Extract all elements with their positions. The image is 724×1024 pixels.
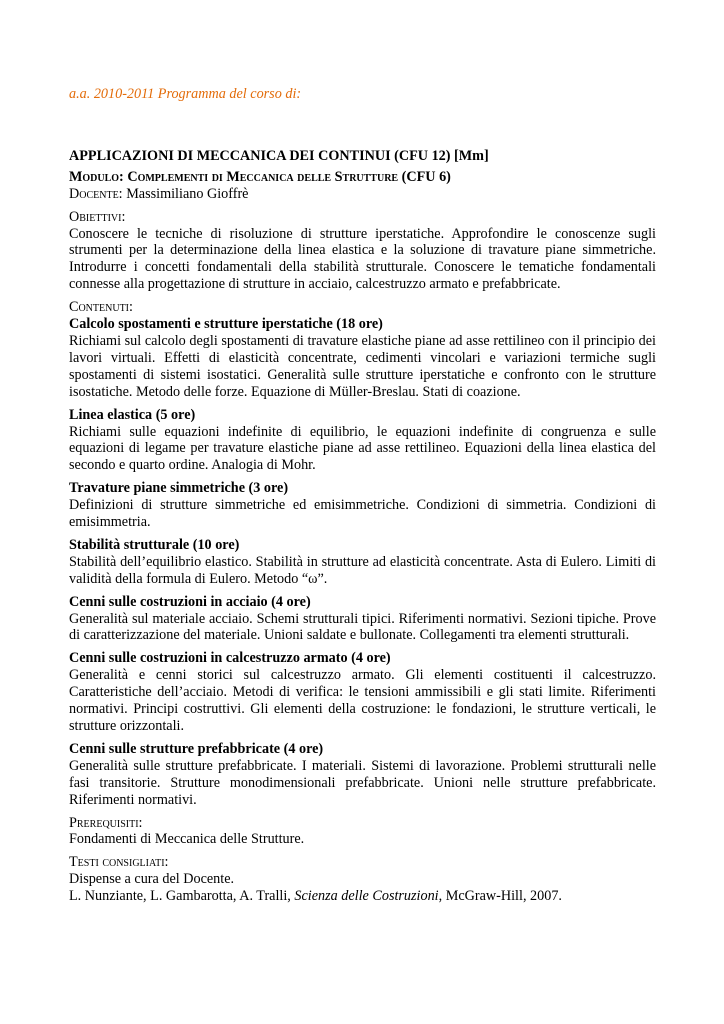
course-title: APPLICAZIONI DI MECCANICA DEI CONTINUI (CFU 12) [Mm] — [69, 147, 489, 164]
topic-title: Cenni sulle costruzioni in calcestruzzo armato (4 ore) — [69, 650, 391, 667]
obiettivi-text: Conoscere le tecniche di risoluzione di strutture iperstatiche. Approfondire le conoscenze sugli strumenti per la determinazione della linea elastica e la soluzione di travature piane simmetriche. Introdurre i concetti fondamentali della stabilità strutturale. Conoscere le tematiche fondamentali connesse alla progettazione di strutture in acciaio, calcestruzzo armato e prefabbricate. — [69, 225, 656, 293]
modulo-label: Modulo: — [69, 168, 124, 185]
testi-label: Testi consigliati: — [69, 854, 169, 871]
topic-title: Calcolo spostamenti e strutture iperstatiche (18 ore) — [69, 316, 383, 333]
topic-text: Generalità e cenni storici sul calcestruzzo armato. Gli elementi costituenti il calcestruzzo. Caratteristiche dell’acciaio. Metodi di verifica: le tensioni ammissibili e gli stati limite. Riferimenti normativi. Principi costruttivi. Gli elementi della costruzione: le fondazioni, le strutture verticali, le strutture orizzontali. — [69, 667, 656, 734]
book-publisher: , McGraw-Hill, 2007. — [438, 888, 562, 905]
topic-text: Generalità sul materiale acciaio. Schemi strutturali tipici. Riferimenti normativi. Sezioni tipiche. Prove di caratterizzazione del materiale. Unioni saldate e bullonate. Collegamenti tra elementi strutturali. — [69, 610, 656, 644]
topic-strutture-prefabbricate — [69, 741, 656, 809]
topic-calcolo-spostamenti — [69, 316, 656, 401]
modulo-line — [69, 169, 656, 186]
prerequisiti-section — [69, 815, 656, 849]
topic-text: Stabilità dell’equilibrio elastico. Stabilità in strutture ad elasticità concentrate. Asta di Eulero. Limiti di validità della formula di Eulero. Metodo “ω”. — [69, 553, 656, 587]
docente-name: Massimiliano Gioffrè — [126, 185, 249, 202]
docente-line — [69, 186, 656, 203]
prerequisiti-text: Fondamenti di Meccanica delle Strutture. — [69, 831, 305, 848]
modulo-cfu: (CFU 6) — [401, 168, 451, 185]
topic-title: Linea elastica (5 ore) — [69, 406, 196, 423]
academic-year-header: a.a. 2010-2011 Programma del corso di: — [69, 86, 302, 102]
topic-calcestruzzo-armato — [69, 650, 656, 735]
contenuti-section — [69, 299, 656, 808]
obiettivi-label: Obiettivi: — [69, 208, 126, 225]
topic-text: Richiami sulle equazioni indefinite di equilibrio, le equazioni indefinite di congruenza e sulle equazioni di legame per travature elastiche piane ad asse rettilineo. Equazioni della linea elastica del secondo e quarto ordine. Analogia di Mohr. — [69, 423, 656, 474]
topic-title: Cenni sulle costruzioni in acciaio (4 ore) — [69, 593, 311, 610]
docente-label: Docente: — [69, 185, 123, 202]
testi-section — [69, 854, 656, 905]
topic-text: Definizioni di strutture simmetriche ed emisimmetriche. Condizioni di simmetria. Condizioni di emisimmetria. — [69, 497, 656, 531]
modulo-name: Complementi di Meccanica delle Strutture — [127, 168, 399, 185]
book-authors: L. Nunziante, L. Gambarotta, A. Tralli, — [69, 888, 291, 905]
prerequisiti-label: Prerequisiti: — [69, 814, 143, 831]
testi-line-book — [69, 888, 656, 905]
topic-text: Richiami sul calcolo degli spostamenti di travature elastiche piane ad asse rettilineo con il principio dei lavori virtuali. Effetti di elasticità concentrate, cedimenti vincolari e variazioni termiche sugli spostamenti di sistemi isostatici. Generalità sulle strutture iperstatiche e confronto con le strutture isostatiche. Metodo delle forze. Equazione di Müller-Breslau. Stati di coazione. — [69, 332, 656, 400]
topic-title: Travature piane simmetriche (3 ore) — [69, 480, 289, 497]
topic-linea-elastica — [69, 407, 656, 475]
topic-title: Stabilità strutturale (10 ore) — [69, 536, 240, 553]
testi-line-dispense: Dispense a cura del Docente. — [69, 871, 235, 888]
topic-travature-simmetriche — [69, 480, 656, 531]
obiettivi-section — [69, 209, 656, 294]
topic-text: Generalità sulle strutture prefabbricate. I materiali. Sistemi di lavorazione. Problemi strutturali nelle fasi transitorie. Strutture monodimensionali prefabbricate. Unioni nelle strutture prefabbricate. Riferimenti normativi. — [69, 757, 656, 808]
contenuti-label: Contenuti: — [69, 299, 133, 316]
document-page — [69, 86, 656, 911]
book-title: Scienza delle Costruzioni — [294, 888, 439, 905]
topic-stabilita-strutturale — [69, 537, 656, 588]
topic-title: Cenni sulle strutture prefabbricate (4 ore) — [69, 740, 324, 757]
topic-costruzioni-acciaio — [69, 594, 656, 645]
